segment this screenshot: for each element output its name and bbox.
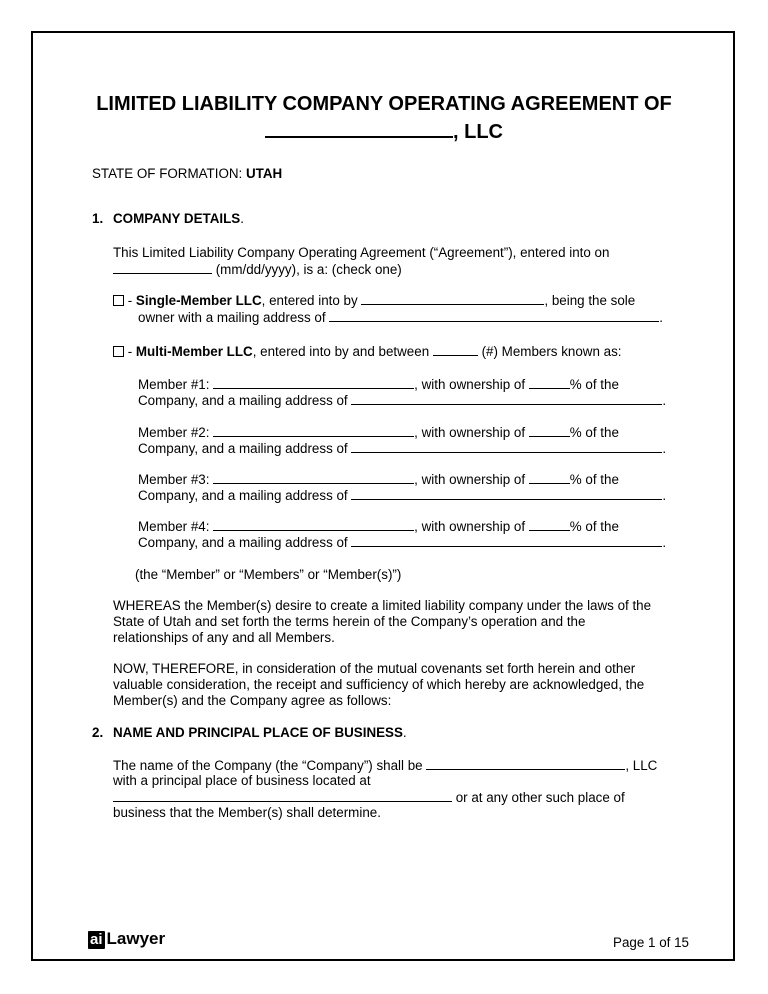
section-1-heading xyxy=(113,211,244,227)
section-2-line-2: with a principal place of business located at xyxy=(113,773,371,788)
single-text-2: , being the sole xyxy=(544,293,636,308)
member-1-address-text: Company, and a mailing address of xyxy=(138,393,352,408)
title-llc-suffix: , LLC xyxy=(453,121,503,143)
section-2-line-4: business that the Member(s) shall determine. xyxy=(113,805,381,820)
single-member-name-blank[interactable] xyxy=(361,292,544,305)
whereas-line-2: State of Utah and set forth the terms herein of the Company’s operation and the xyxy=(113,614,586,629)
single-member-address xyxy=(138,309,663,326)
section-2-title: NAME AND PRINCIPAL PLACE OF BUSINESS xyxy=(113,725,403,740)
single-period: . xyxy=(659,310,664,325)
member-3-address-text: Company, and a mailing address of xyxy=(138,488,352,503)
multi-member-option xyxy=(113,343,622,360)
member-3-label: Member #3: xyxy=(138,472,214,487)
member-1-row xyxy=(138,376,619,393)
multi-member-checkbox[interactable] xyxy=(113,346,124,357)
member-1-label: Member #1: xyxy=(138,377,214,392)
whereas-line-1: WHEREAS the Member(s) desire to create a limited liability company under the laws of the xyxy=(113,598,652,613)
member-1-name-blank[interactable] xyxy=(213,376,414,389)
member-4-address-text: Company, and a mailing address of xyxy=(138,535,352,550)
member-3-address-blank[interactable] xyxy=(351,487,662,500)
member-4-percent-blank[interactable] xyxy=(529,518,570,531)
section-1-number: 1. xyxy=(92,211,104,226)
company-llc-suffix: , LLC xyxy=(625,758,658,773)
member-3-name-blank[interactable] xyxy=(213,471,414,484)
principal-place-blank[interactable] xyxy=(113,789,452,802)
member-1-percent-blank[interactable] xyxy=(529,376,570,389)
member-3-pct-text: % of the xyxy=(569,472,619,487)
now-therefore-line-1: NOW, THEREFORE, in consideration of the mutual covenants set forth herein and other xyxy=(113,661,636,676)
multi-text-1: , entered into by and between xyxy=(252,344,433,359)
ailawyer-logo xyxy=(88,929,165,949)
member-3-address xyxy=(138,487,666,504)
section-2-line-3 xyxy=(113,789,625,806)
member-3-ownership-text: , with ownership of xyxy=(414,472,529,487)
member-4-label: Member #4: xyxy=(138,519,214,534)
member-3-percent-blank[interactable] xyxy=(529,471,570,484)
section-2-heading xyxy=(113,725,407,741)
date-blank[interactable] xyxy=(113,261,212,274)
member-1-address-blank[interactable] xyxy=(351,392,662,405)
section-1-title: COMPANY DETAILS xyxy=(113,211,241,226)
member-1-pct-text: % of the xyxy=(569,377,619,392)
single-member-address-blank[interactable] xyxy=(329,309,659,322)
document-title-line2 xyxy=(0,119,768,144)
member-4-period: . xyxy=(662,535,667,550)
logo-mark: ai xyxy=(90,931,103,948)
logo-text: Lawyer xyxy=(106,929,166,948)
member-2-percent-blank[interactable] xyxy=(529,424,570,437)
member-2-address-text: Company, and a mailing address of xyxy=(138,441,352,456)
member-1-period: . xyxy=(662,393,667,408)
single-prefix: - xyxy=(124,293,136,308)
member-3-row xyxy=(138,471,619,488)
document-title-line1: LIMITED LIABILITY COMPANY OPERATING AGREEMENT OF xyxy=(96,93,672,115)
member-2-label: Member #2: xyxy=(138,425,214,440)
state-of-formation xyxy=(92,166,282,182)
section-1-period: . xyxy=(240,211,244,226)
member-3-period: . xyxy=(662,488,667,503)
member-1-address xyxy=(138,392,666,409)
multi-prefix: - xyxy=(124,344,136,359)
single-address-text: owner with a mailing address of xyxy=(138,310,330,325)
single-text-1: , entered into by xyxy=(261,293,362,308)
member-count-blank[interactable] xyxy=(433,343,478,356)
member-4-row xyxy=(138,518,619,535)
member-2-address xyxy=(138,440,666,457)
multi-member-label: Multi-Member LLC xyxy=(135,344,253,359)
other-place-text: or at any other such place of xyxy=(452,790,625,805)
company-name-text: The name of the Company (the “Company”) shall be xyxy=(113,758,427,773)
section-2-number: 2. xyxy=(92,725,104,740)
member-1-ownership-text: , with ownership of xyxy=(414,377,529,392)
member-2-ownership-text: , with ownership of xyxy=(414,425,529,440)
intro-line-1: This Limited Liability Company Operating Agreement (“Agreement”), entered into on xyxy=(113,245,610,260)
intro-line-2 xyxy=(113,261,402,278)
member-4-pct-text: % of the xyxy=(569,519,619,534)
section-2-line-1 xyxy=(113,757,657,774)
state-value: UTAH xyxy=(245,166,283,181)
member-2-name-blank[interactable] xyxy=(213,424,414,437)
section-2-period: . xyxy=(402,725,407,740)
member-2-row xyxy=(138,424,619,441)
company-name-blank[interactable] xyxy=(265,119,453,138)
member-4-address-blank[interactable] xyxy=(351,534,662,547)
member-2-pct-text: % of the xyxy=(569,425,619,440)
single-member-checkbox[interactable] xyxy=(113,295,124,306)
single-member-option xyxy=(113,292,635,309)
state-label: STATE OF FORMATION: xyxy=(92,166,246,181)
single-member-label: Single-Member LLC xyxy=(135,293,262,308)
now-therefore-line-3: Member(s) and the Company agree as follows: xyxy=(113,693,392,708)
now-therefore-line-2: valuable consideration, the receipt and sufficiency of which hereby are acknowledged, the xyxy=(113,677,645,692)
intro-date-text: (mm/dd/yyyy), is a: (check one) xyxy=(212,262,402,277)
member-2-period: . xyxy=(662,441,667,456)
member-2-address-blank[interactable] xyxy=(351,440,662,453)
page-number: Page 1 of 15 xyxy=(613,935,689,950)
member-definition-note: (the “Member” or “Members” or “Member(s)”) xyxy=(135,567,402,582)
member-4-ownership-text: , with ownership of xyxy=(414,519,529,534)
multi-text-2: (#) Members known as: xyxy=(477,344,622,359)
whereas-line-3: relationships of any and all Members. xyxy=(113,630,335,645)
member-4-name-blank[interactable] xyxy=(213,518,414,531)
company-name-field-blank[interactable] xyxy=(426,757,625,770)
member-4-address xyxy=(138,534,666,551)
